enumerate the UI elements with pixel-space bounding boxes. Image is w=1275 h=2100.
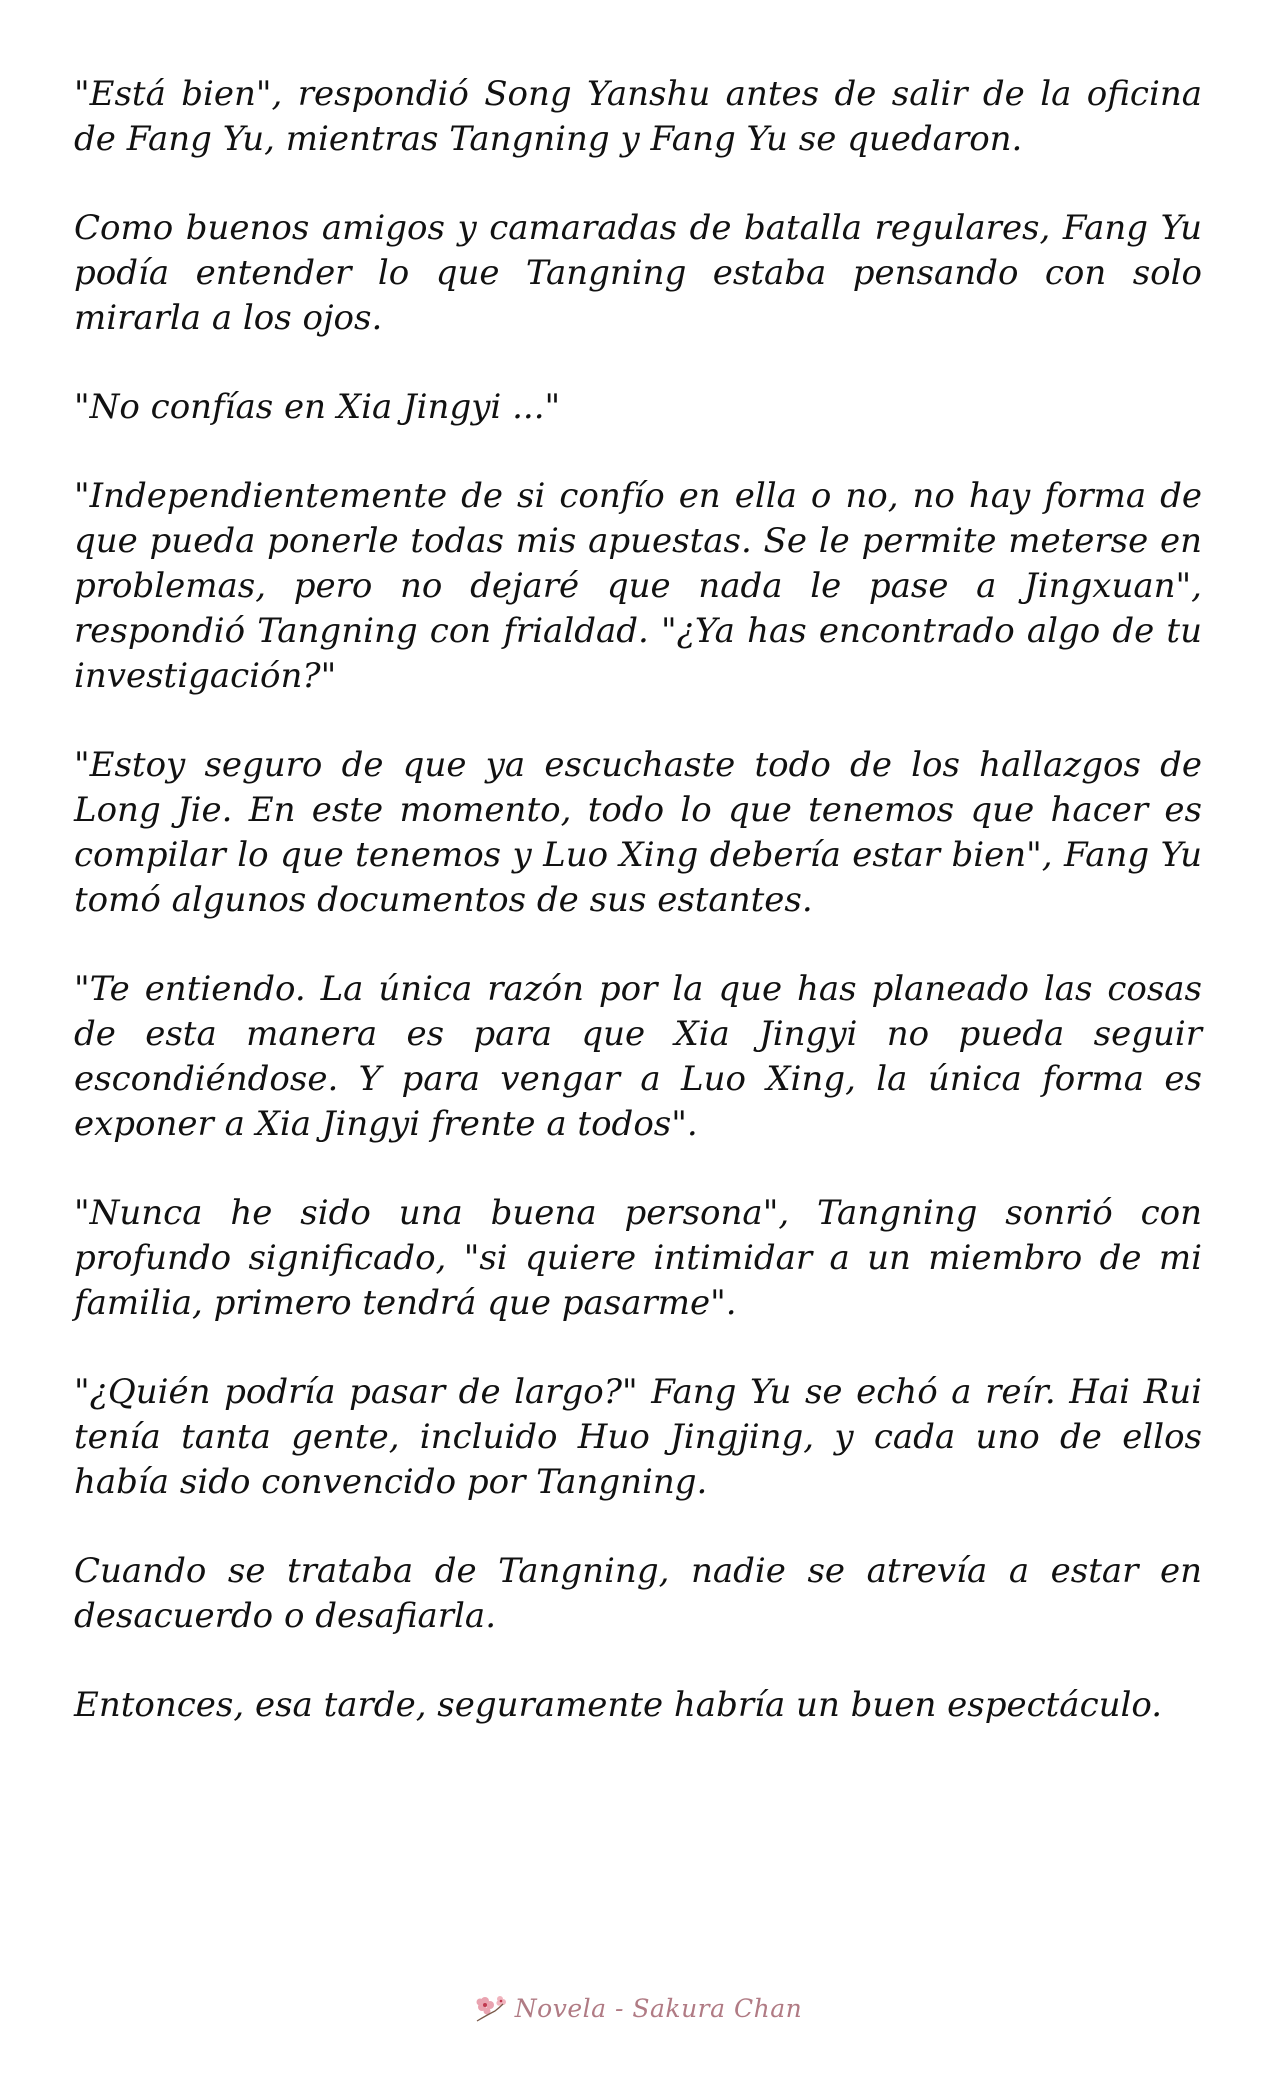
- paragraph: "Está bien", respondió Song Yanshu antes de salir de la oficina de Fang Yu, mientras Tangning y Fang Yu se quedaron.: [74, 74, 1202, 159]
- paragraph: "Independientemente de si confío en ella o no, no hay forma de que pueda ponerle todas mis apuestas. Se le permite meterse en problemas, pero no dejaré que nada le pase a Jingxuan", respondió Tangning con frialdad. "¿Ya has encontrado algo de tu investigación?": [74, 476, 1202, 696]
- paragraph: Entonces, esa tarde, seguramente habría un buen espectáculo.: [74, 1685, 1163, 1725]
- paragraph: "¿Quién podría pasar de largo?" Fang Yu se echó a reír. Hai Rui tenía tanta gente, incluido Huo Jingjing, y cada uno de ellos había sido convencido por Tangning.: [74, 1372, 1202, 1502]
- paragraph: "No confías en Xia Jingyi ...": [74, 387, 561, 427]
- paragraph: "Nunca he sido una buena persona", Tangning sonrió con profundo significado, "si quiere intimidar a un miembro de mi familia, primero tendrá que pasarme".: [74, 1193, 1202, 1323]
- sakura-blossom-icon: [473, 1991, 509, 2025]
- paragraph: "Te entiendo. La única razón por la que has planeado las cosas de esta manera es para que Xia Jingyi no pueda seguir escondiéndose. Y para vengar a Luo Xing, la única forma es exponer a Xia Jingyi frente a todos".: [74, 969, 1202, 1144]
- paragraph: Como buenos amigos y camaradas de batalla regulares, Fang Yu podía entender lo que Tangning estaba pensando con solo mirarla a los ojos.: [74, 208, 1202, 338]
- watermark-text: Novela - Sakura Chan: [514, 1993, 803, 2023]
- paragraph: "Estoy seguro de que ya escuchaste todo de los hallazgos de Long Jie. En este momento, todo lo que tenemos que hacer es compilar lo que tenemos y Luo Xing debería estar bien", Fang Yu tomó algunos documentos de sus estantes.: [74, 745, 1202, 920]
- novel-text-body: [74, 72, 1202, 1772]
- paragraph: Cuando se trataba de Tangning, nadie se atrevía a estar en desacuerdo o desafiarla.: [74, 1551, 1202, 1636]
- watermark-footer: [0, 1988, 1275, 2028]
